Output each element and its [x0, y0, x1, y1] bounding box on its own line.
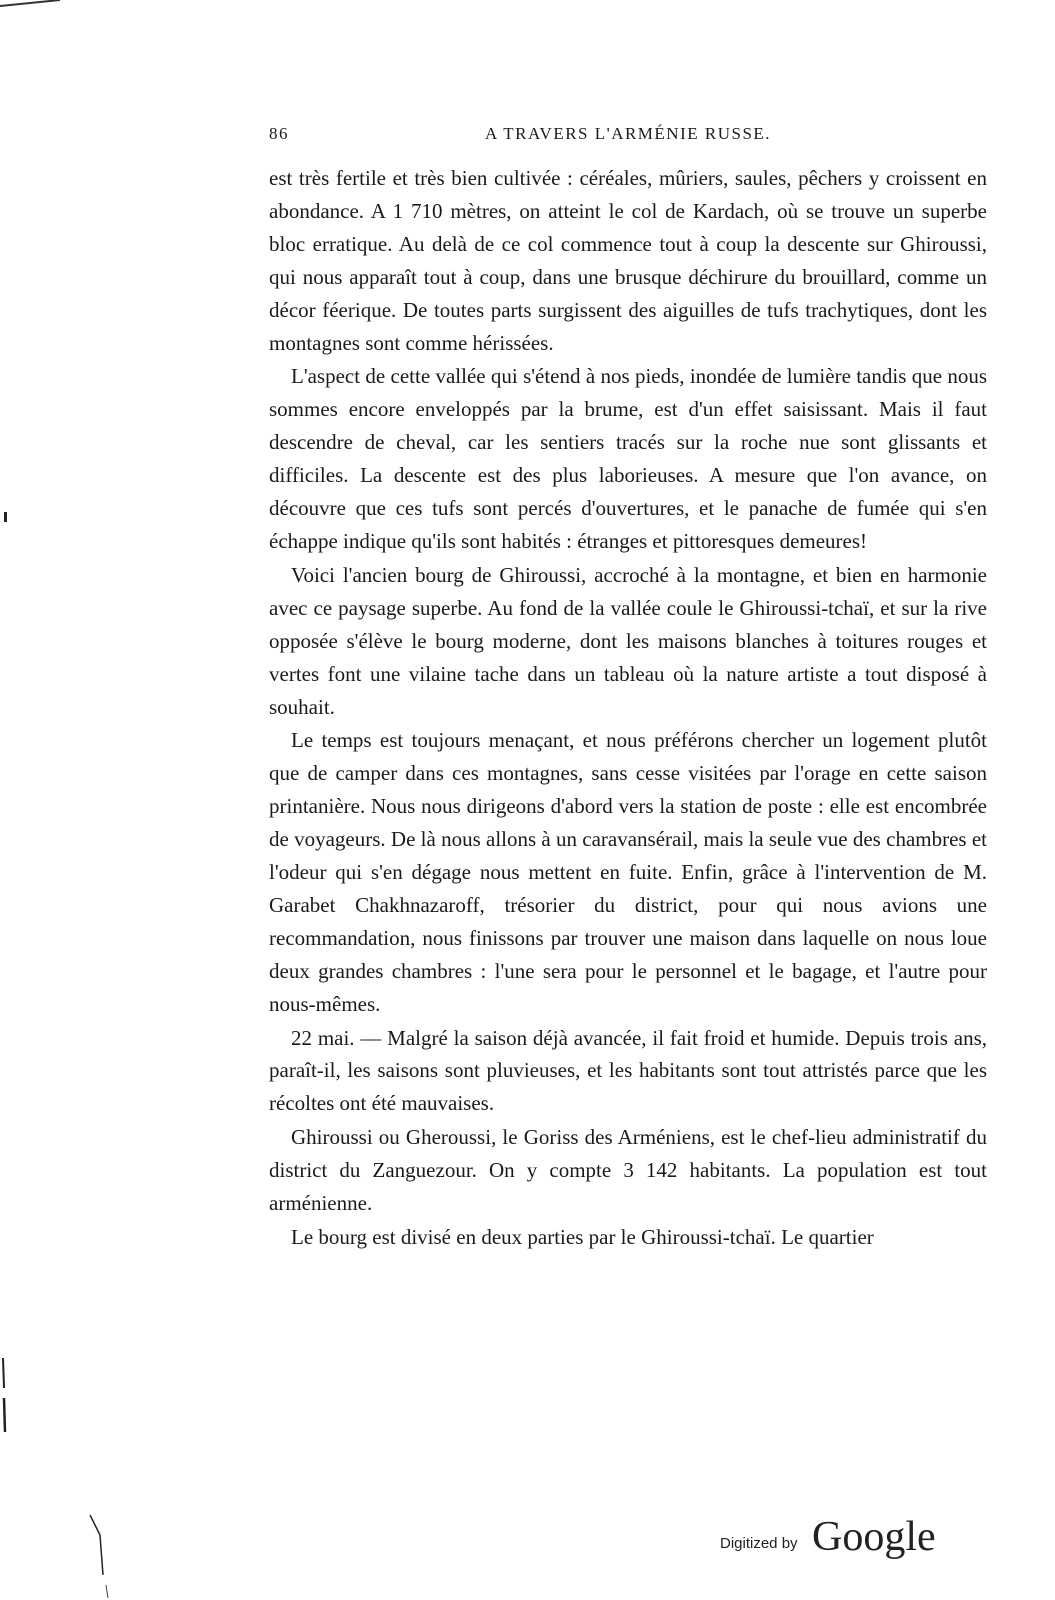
paragraph: Voici l'ancien bourg de Ghiroussi, accroché à la montagne, et bien en harmonie avec ce paysage superbe. Au fond de la vallée coule le Ghiroussi-tchaï, et sur la rive opposée s'élève le bourg moderne, dont les maisons blanches à toitures rouges et vertes font une vilaine tache dans un tableau où la nature artiste a tout disposé à souhait. [269, 562, 987, 719]
running-title: A TRAVERS L'ARMÉNIE RUSSE. [484, 124, 772, 143]
paragraph-continues: Le bourg est divisé en deux parties par le Ghiroussi-tchaï. Le quartier [291, 1225, 874, 1249]
watermark-prefix: Digitized by [720, 1535, 798, 1552]
body-text [269, 162, 987, 1254]
google-logo: Google [812, 1514, 936, 1560]
running-head [269, 124, 987, 148]
paragraph-dated-entry: 22 mai. — Malgré la saison déjà avancée, il fait froid et humide. Depuis trois ans, paraît-il, les saisons sont pluvieuses, et les habitants sont tout attristés parce que les récoltes ont été mauvaises. [269, 1025, 987, 1116]
paragraph-continued: est très fertile et très bien cultivée : céréales, mûriers, saules, pêchers y croissent en abondance. A 1 710 mètres, on atteint le col de Kardach, où se trouve un superbe bloc erratique. Au delà de ce col commence tout à coup la descente sur Ghiroussi, qui nous apparaît tout à coup, dans une brusque déchirure du brouillard, comme un décor féerique. De toutes parts surgissent des aiguilles de tufs trachytiques, dont les montagnes sont comme hérissées. [269, 166, 987, 355]
page-number: 86 [269, 124, 289, 143]
paragraph: L'aspect de cette vallée qui s'étend à nos pieds, inondée de lumière tandis que nous sommes encore enveloppés par la brume, est d'un effet saisissant. Mais il faut descendre de cheval, car les sentiers tracés sur la roche nue sont glissants et difficiles. La descente est des plus laborieuses. A mesure que l'on avance, on découvre que ces tufs sont percés d'ouvertures, et le panache de fumée qui s'en échappe indique qu'ils sont habités : étranges et pittoresques demeures! [269, 364, 987, 553]
paragraph: Ghiroussi ou Gheroussi, le Goriss des Arméniens, est le chef-lieu administratif du district du Zanguezour. On y compte 3 142 habitants. La population est tout arménienne. [269, 1125, 987, 1216]
digitized-by-google-watermark [720, 1505, 980, 1565]
paragraph: Le temps est toujours menaçant, et nous préférons chercher un logement plutôt que de camper dans ces montagnes, sans cesse visitées par l'orage en cette saison printanière. Nous nous dirigeons d'abord vers la station de poste : elle est encombrée de voyageurs. De là nous allons à un caravansérail, mais la seule vue des chambres et l'odeur qui s'en dégage nous mettent en fuite. Enfin, grâce à l'intervention de M. Garabet Chakhnazaroff, trésorier du district, pour qui nous avions une recommandation, nous finissons par trouver une maison dans laquelle on nous loue deux grandes chambres : l'une sera pour le personnel et le bagage, et l'autre pour nous-mêmes. [269, 728, 987, 1016]
